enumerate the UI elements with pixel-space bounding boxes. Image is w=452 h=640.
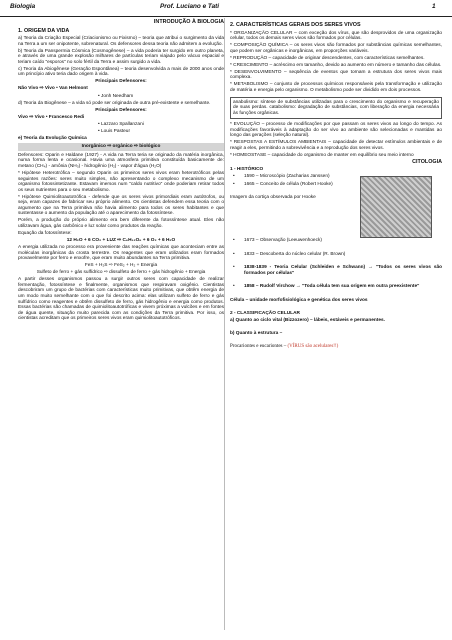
defender-line-3: Vivo ⇨ Vivo • Francesco Redi xyxy=(18,114,85,120)
classificacao-heading: 2 - CLASSIFICAÇÃO CELULAR xyxy=(230,310,300,316)
page-header xyxy=(0,0,452,17)
energy-paragraph: A energia utilizada no processo era proveniente das reações químicas que aconteciam entre as moléculas inorgânicas da crosta terrestre. Os reagentes que eram utilizados eram formados provavelmente por ferro e enxofre, que eram muito abundantes na Terra primitiva. xyxy=(18,245,224,262)
reaction-words: Sulfeto de ferro + gás sulfídrico ⇨ dissulfeto de ferro + gás hidrogênio + Energia xyxy=(36,270,206,276)
evolution-bar: Inorgânico ⇨ orgânico ⇨ biológico xyxy=(18,143,224,151)
history-1665: • 1665 – Conceito de célula (Robert Hooke) xyxy=(230,182,442,188)
item-respostas: * RESPOSTAS A ESTÍMULOS AMBIENTAIS – capacidade de detectar estímulos ambientais e de reagir a eles, permitindo a sobrevivência e a reprodução dos seres vivos. xyxy=(230,140,442,151)
history-1833: • 1833 – Descoberta do núcleo celular (R. Brown) xyxy=(230,252,442,258)
item-homeostase: * HOMEOSTASE – capacidade do organismo de manter em equilíbrio seu meio interno xyxy=(230,152,414,158)
page-number: 1 xyxy=(432,3,436,10)
item-crescimento: * CRESCIMENTO – acréscimo em tamanho, devido ao aumento em número e tamanho das células. xyxy=(230,62,442,68)
heterotrophic-hypothesis: * Hipótese Heterotrófica – segundo Oparin os primeiros seres vivos eram heterotróficos pelas seguintes razões: seres muito simples, não apresentando o complexo mecanismo de um organismo fotossintetizante. Estavam imersos num "caldo nutritivo" onde poderiam retirar todos os seus nutrientes para o seu metabolismo. xyxy=(18,171,224,193)
historico-heading: 1 - HISTÓRICO xyxy=(230,166,264,172)
history-1838: • 1838-1839 - Teoria Celular (Schleiden e Schwann) → "Todos os seres vivos são formados por células" xyxy=(230,265,442,276)
header-subject: Biologia xyxy=(10,3,36,10)
procariontes-line xyxy=(230,344,442,350)
defenders-heading-2: Principais Defensores: xyxy=(95,107,147,113)
history-1590: • 1590 – Microscópio (Zacharias Janssen) xyxy=(230,174,442,180)
item-metabolismo: * METABOLISMO – conjunto de processos químicos responsáveis pela transformação e utilização de matéria e energia pelo organismo. O metabolismo pode ser dividido em dois processos. xyxy=(230,82,442,93)
defender-line-4: • Lazzaro Spallanzani xyxy=(98,121,144,127)
equation-title: Equação da fotossíntese: xyxy=(18,231,72,236)
section-origem: 1. ORIGEM DA VIDA xyxy=(18,27,70,34)
defender-line-2: • Jonh Needham xyxy=(98,93,134,99)
final-paragraph: A partir desses organismos passou a surgir outros seres com capacidade de realizar fermentação, fotossíntese e finalmente, organismos que respiravam oxigênio. Cientistas descobriram um grupo de bactérias com características muito primitivas, que obtêm energia de um modo muito semelhante com o que foi descrito acima: elas utilizam sulfeto de ferro e gás sulfídrico como reagentes e obtêm dissulfeto de ferro, gás hidrogênio e energia como produtos. Essas bactérias são chamadas de quimiolitoautotróficas e vivem próximas a vulcões e em fontes de água quente, situação muito parecida com as condições da Terra primitiva. Por isso, os cientistas acreditam que os primeiros seres vivos eram quimiolitoautotróficos. xyxy=(18,277,224,322)
procariontes-text: Procariontes e eucariontes – xyxy=(230,344,287,350)
theory-c: c) Teoria da Abiogênese (Geração Espontânea) – teoria desenvolvida a mais de 2000 anos onde um princípio ativo teria dado origem à vida. xyxy=(18,66,224,78)
reaction-formula: FeS + H₂S ⇨ FeS₂ + H₂ + Energia xyxy=(84,263,158,269)
section-caracteristicas: 2. CARACTERÍSTICAS GERAIS DOS SERES VIVOS xyxy=(230,22,361,28)
however-paragraph: Porém, a produção do próprio alimento era bem diferente da fotossíntese atual. Eles não utilizavam água, gás carbônico e luz solar como produtos da reação. xyxy=(18,218,224,229)
classification-a: a) Quanto ao ciclo vital (Bizzozero) – lábeis, estáveis e permanentes. xyxy=(230,318,385,323)
page-title: INTRODUÇÃO À BIOLOGIA xyxy=(153,19,224,25)
defenders-heading-1: Principais Defensores: xyxy=(95,79,147,85)
item-desenvolvimento: * DESENVOLVIMENTO – seqüência de eventos que tornam a estrutura dos seres vivos mais complexa. xyxy=(230,69,442,81)
virus-note: (VÍRUS são acelulares!!) xyxy=(287,344,339,350)
defender-line-1: Não Vivo ⇨ Vivo • Van Helmont xyxy=(18,86,88,92)
cell-definition: Célula – unidade morfofisiológica e genética dos seres vivos xyxy=(230,297,368,303)
theory-e: e) Teoria da Evolução Química xyxy=(18,135,87,141)
theory-b: b) Teoria da Panspermia Cósmica (Cosmogênese) – a vida poderia ter surgido em outro planeta, e através de uma grande explosão milhares de partículas teriam viajado pelo vácuo espacial e teriam caído "esporos" no solo fértil da Terra e assim surgido a vida. xyxy=(18,48,224,65)
item-evolucao: * EVOLUÇÃO – processo de modificações por que passam os seres vivos ao longo do tempo. As modificações favoráveis à adaptação do ser vivo ao ambiente são selecionadas e mantidas ao longo das gerações (seleção natural). xyxy=(230,122,442,139)
history-1858: • 1858 – Rudolf Virchow → "Toda célula tem sua origem em outra preexistente" xyxy=(230,284,442,290)
defender-line-5: • Louis Pasteur xyxy=(98,128,131,134)
chemolithotrophic-hypothesis: * Hipótese Quimiolitoautotrófica - defende que os seres vivos primordiais eram autótrofos, ou seja, eram capazes de fabricar seu próprio alimento. Os cientistas defendem essa teoria com o argumento que na Terra primitiva não havia alimento para todos os seres habitantes e que sustentasse o aumento da população até o aparecimento da fotossíntese. xyxy=(18,194,224,217)
photosynthesis-equation: 12 H₂O + 6 CO₂ + LUZ ⇨ C₆H₁₂O₆ + 6 O₂ + 6 H₂O xyxy=(66,238,176,244)
column-divider xyxy=(224,18,225,630)
citologia-title: CITOLOGIA xyxy=(412,158,442,165)
item-composicao: * COMPOSIÇÃO QUÍMICA – os seres vivos são formados por substâncias químicas semelhantes, que podem ser orgânicas e inorgânicas, em proporções variáveis. xyxy=(230,43,442,54)
metabolism-box: anabolismo: síntese de substâncias utilizadas para o crescimento do organismo e recuperação de suas perdas. catabolismo: degradação de substâncias, com liberação da energia necessária às funções orgânicas. xyxy=(230,97,442,120)
cork-caption: Imagem da cortiça observada por Hooke xyxy=(230,195,316,201)
theory-a: a) Teoria da Criação Especial (Criacionismo ou Fixismo) – teoria que atribui o surgimento da vida na Terra a um ser onipotente, sobrenatural. Os defensores dessa teoria não admitem a evolução. xyxy=(18,36,224,47)
right-column xyxy=(230,20,442,351)
header-teacher: Prof. Luciano e Tati xyxy=(160,3,220,10)
history-1673: • 1673 – Observação (Leeuwenhoeck) xyxy=(230,238,442,244)
item-reproducao: * REPRODUÇÃO – capacidade de originar descendentes, com características semelhantes. xyxy=(230,55,425,61)
oparin-paragraph: Defensores: Oparin e Haldane (1927) - A vida na Terra teria se originado da matéria inorgânica, numa forma lenta e ocasional. Havia uma atmosfera primitiva constituída basicamente de: metano (CH₄) - amônia (NH₃) - hidrogênio (H₂) - vapor d'água (H₂O) xyxy=(18,152,224,169)
theory-d: d) Teoria da Biogênese – a vida só pode ser originada de outra pré-existente e semelhante. xyxy=(18,100,211,106)
classification-b: b) Quanto à estrutura – xyxy=(230,331,283,337)
left-column xyxy=(18,20,224,323)
item-organizacao: * ORGANIZAÇÃO CELULAR – com exceção dos vírus, que são desprovidos de uma organização celular, todos os demais seres vivos são formados por células. xyxy=(230,30,442,42)
